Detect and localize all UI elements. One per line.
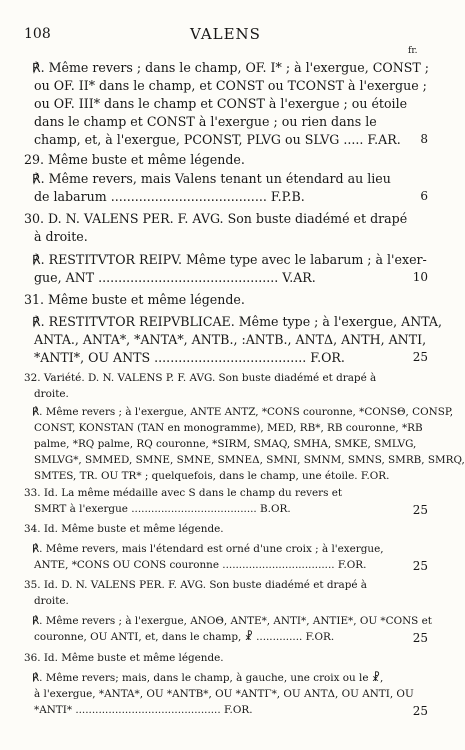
entry-9-line-4: SMLVG*, SMMED, SMNE, SMNE, SMNEΔ, SMNI, SMNM, SMNS, SMRB, SMRQ, <box>34 454 465 466</box>
entry-7-value: 25 <box>412 350 428 364</box>
entry-7-line-3: *ANTI*, OU ANTS ...................................... F.OR. <box>34 350 345 365</box>
entry-1-line-5: champ, et, à l'exergue, PCONST, PLVG ou SLVG ..... F.AR. <box>34 132 401 147</box>
entry-3-line-2: de labarum ....................................... F.P.B. <box>34 189 305 204</box>
entry-8-line-2: droite. <box>34 388 69 400</box>
running-title: VALENS <box>190 25 261 43</box>
entry-15-line-1: 36. Id. Même buste et même légende. <box>24 652 224 664</box>
page-number: 108 <box>24 26 51 42</box>
entry-13-line-2: droite. <box>34 595 69 607</box>
entry-14-line-1: ℟. Même revers ; à l'exergue, ANOΘ, ANTE*, ANTI*, ANTIE*, OU *CONS et <box>32 615 432 627</box>
entry-11-line-1: 34. Id. Même buste et même légende. <box>24 523 224 535</box>
entry-3-value: 6 <box>420 189 428 203</box>
entry-1-line-2: ou OF. II* dans le champ, et CONST ou TCONST à l'exergue ; <box>34 78 427 93</box>
entry-9-line-1: ℟. Même revers ; à l'exergue, ANTE ANTZ, *CONS couronne, *CONSΘ, CONSP, <box>32 406 454 418</box>
entry-12-line-2: ANTE, *CONS OU CONS couronne .................................. F.OR. <box>34 559 367 571</box>
entry-16-line-2: à l'exergue, *ANTA*, OU *ANTB*, OU *ANTΓ*, OU ANTΔ, OU ANTI, OU <box>34 688 414 700</box>
entry-14-value: 25 <box>412 631 428 645</box>
entry-3-line-1: ℟. Même revers, mais Valens tenant un étendard au lieu <box>32 171 391 186</box>
entry-4-line-2: à droite. <box>34 229 88 244</box>
entry-6-line-1: 31. Même buste et même légende. <box>24 292 245 307</box>
value-column-marker: fr. <box>408 46 418 56</box>
entry-5-line-2: gue, ANT ............................................. V.AR. <box>34 270 316 285</box>
entry-14-line-2: couronne, OU ANTI, et, dans le champ, ☧ .............. F.OR. <box>34 631 335 643</box>
entry-5-line-1: ℟. RESTITVTOR REIPV. Même type avec le labarum ; à l'exer- <box>32 252 427 267</box>
entry-7-line-1: ℟. RESTITVTOR REIPVBLICAE. Même type ; à l'exergue, ANTA, <box>32 314 443 329</box>
entry-1-line-3: ou OF. III* dans le champ et CONST à l'exergue ; ou étoile <box>34 96 408 111</box>
entry-1-line-4: dans le champ et CONST à l'exergue ; ou rien dans le <box>34 114 377 129</box>
entry-1-line-1: ℟. Même revers ; dans le champ, OF. I* ; à l'exergue, CONST ; <box>32 60 429 75</box>
entry-16-value: 25 <box>412 704 428 718</box>
entry-10-line-2: SMRT à l'exergue ...................................... B.OR. <box>34 503 291 515</box>
entry-9-line-3: palme, *RQ palme, RQ couronne, *SIRM, SMAQ, SMHA, SMKE, SMLVG, <box>34 438 417 450</box>
entry-4-line-1: 30. D. N. VALENS PER. F. AVG. Son buste diadémé et drapé <box>24 211 408 226</box>
entry-12-line-1: ℟. Même revers, mais l'étendard est orné d'une croix ; à l'exergue, <box>32 543 384 555</box>
entry-9-line-5: SMTES, TR. OU TR* ; quelquefois, dans le champ, une étoile. F.OR. <box>34 470 390 482</box>
entry-10-value: 25 <box>412 503 428 517</box>
entry-12-value: 25 <box>412 559 428 573</box>
entry-8-line-1: 32. Variété. D. N. VALENS P. F. AVG. Son buste diadémé et drapé à <box>24 372 377 384</box>
entry-13-line-1: 35. Id. D. N. VALENS PER. F. AVG. Son buste diadémé et drapé à <box>24 579 367 591</box>
entry-10-line-1: 33. Id. La même médaille avec S dans le champ du revers et <box>24 487 343 499</box>
entry-7-line-2: ANTA., ANTA*, *ANTA*, ANTB., :ANTB., ANTΔ, ANTH, ANTI, <box>34 332 427 347</box>
entry-1-value: 8 <box>420 132 428 146</box>
entry-9-line-2: CONST, KONSTAN (TAN en monogramme), MED, RB*, RB couronne, *RB <box>34 422 423 434</box>
entry-5-value: 10 <box>412 270 428 284</box>
entry-2-line-1: 29. Même buste et même légende. <box>24 152 245 167</box>
entry-16-line-3: *ANTI* ............................................ F.OR. <box>34 704 253 716</box>
entry-16-line-1: ℟. Même revers; mais, dans le champ, à gauche, une croix ou le ☧, <box>32 672 384 684</box>
